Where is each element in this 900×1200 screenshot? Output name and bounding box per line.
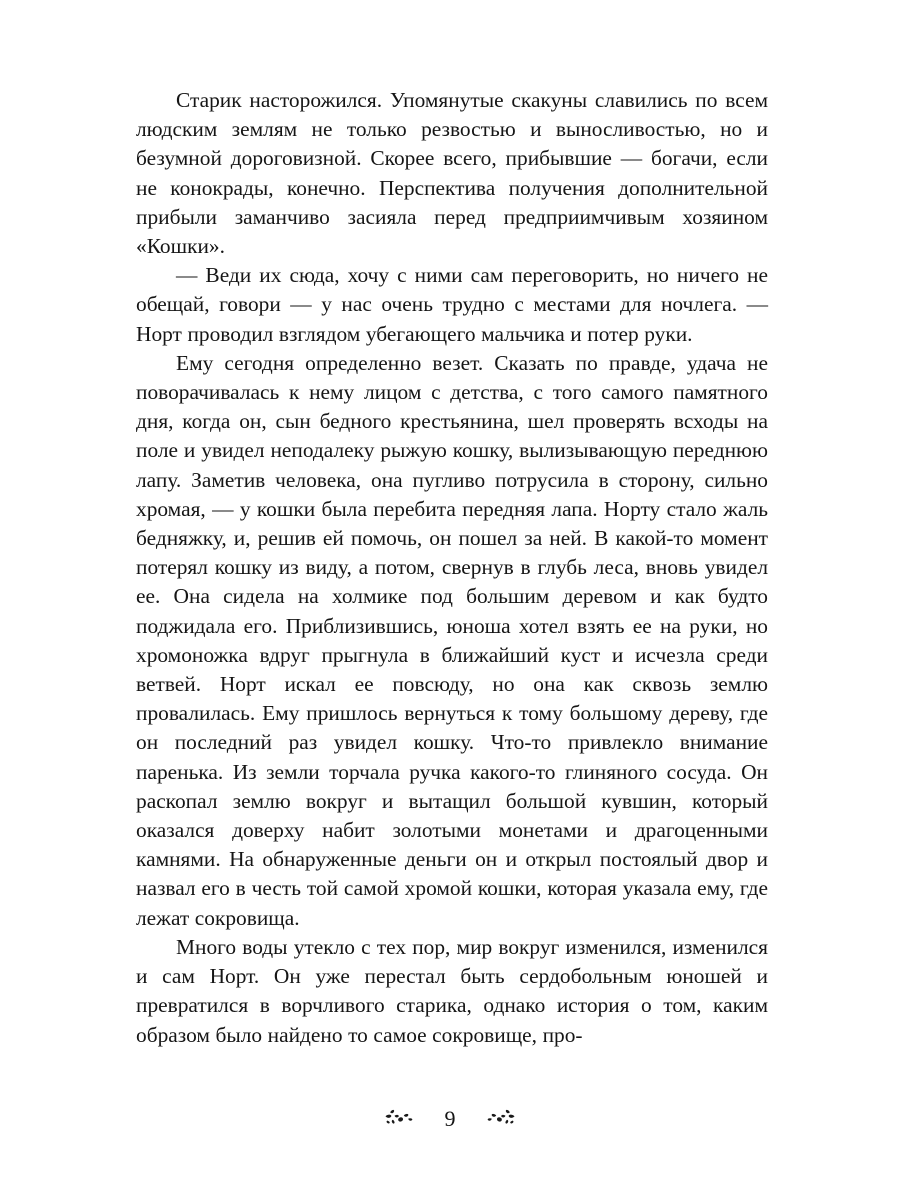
paragraph: — Веди их сюда, хочу с ними сам переговорить, но ничего не обещай, говори — у нас очень трудно с местами для ночлега. — Норт проводил взглядом убегающего мальчика и потер руки.	[136, 263, 768, 346]
page-footer	[0, 1108, 900, 1130]
leaf-flourish-ornament	[483, 1108, 519, 1130]
page-number: 9	[444, 1106, 456, 1131]
paragraph: Старик насторожился. Упомянутые скакуны славились по всем людским землям не только резвостью и выносливостью, но и безумной дороговизной. Скорее всего, прибывшие — богачи, если не конокрады, конечно. Перспектива получения дополнительной прибыли заманчиво засияла перед предприимчивым хозяином «Кошки».	[136, 88, 768, 259]
paragraph: Ему сегодня определенно везет. Сказать по правде, удача не поворачивалась к нему лицом с детства, с того самого памятного дня, когда он, сын бедного крестьянина, шел проверять всходы на поле и увидел неподалеку рыжую кошку, вылизывающую переднюю лапу. Заметив человека, она пугливо потрусила в сторону, сильно хромая, — у кошки была перебита передняя лапа. Норту стало жаль бедняжку, и, решив ей помочь, он пошел за ней. В какой-то момент потерял кошку из виду, а потом, свернув в глубь леса, вновь увидел ее. Она сидела на холмике под большим деревом и как будто поджидала его. Приблизившись, юноша хотел взять ее на руки, но хромоножка вдруг прыгнула в ближайший куст и исчезла среди ветвей. Норт искал ее повсюду, но она как сквозь землю провалилась. Ему пришлось вернуться к тому большому дереву, где он последний раз увидел кошку. Что-то привлекло внимание паренька. Из земли торчала ручка какого-то глиняного сосуда. Он раскопал землю вокруг и вытащил большой кувшин, который оказался доверху набит золотыми монетами и драгоценными камнями. На обнаруженные деньги он и открыл постоялый двор и назвал его в честь той самой хромой кошки, которая указала ему, где лежат сокровища.	[136, 350, 768, 930]
page-text-block	[136, 86, 768, 1050]
paragraph: Много воды утекло с тех пор, мир вокруг изменился, изменился и сам Норт. Он уже перестал быть сердобольным юношей и превратился в ворчливого старика, однако история о том, каким образом было найдено то самое сокровище, про-	[136, 934, 768, 1047]
leaf-flourish-ornament	[381, 1108, 417, 1130]
